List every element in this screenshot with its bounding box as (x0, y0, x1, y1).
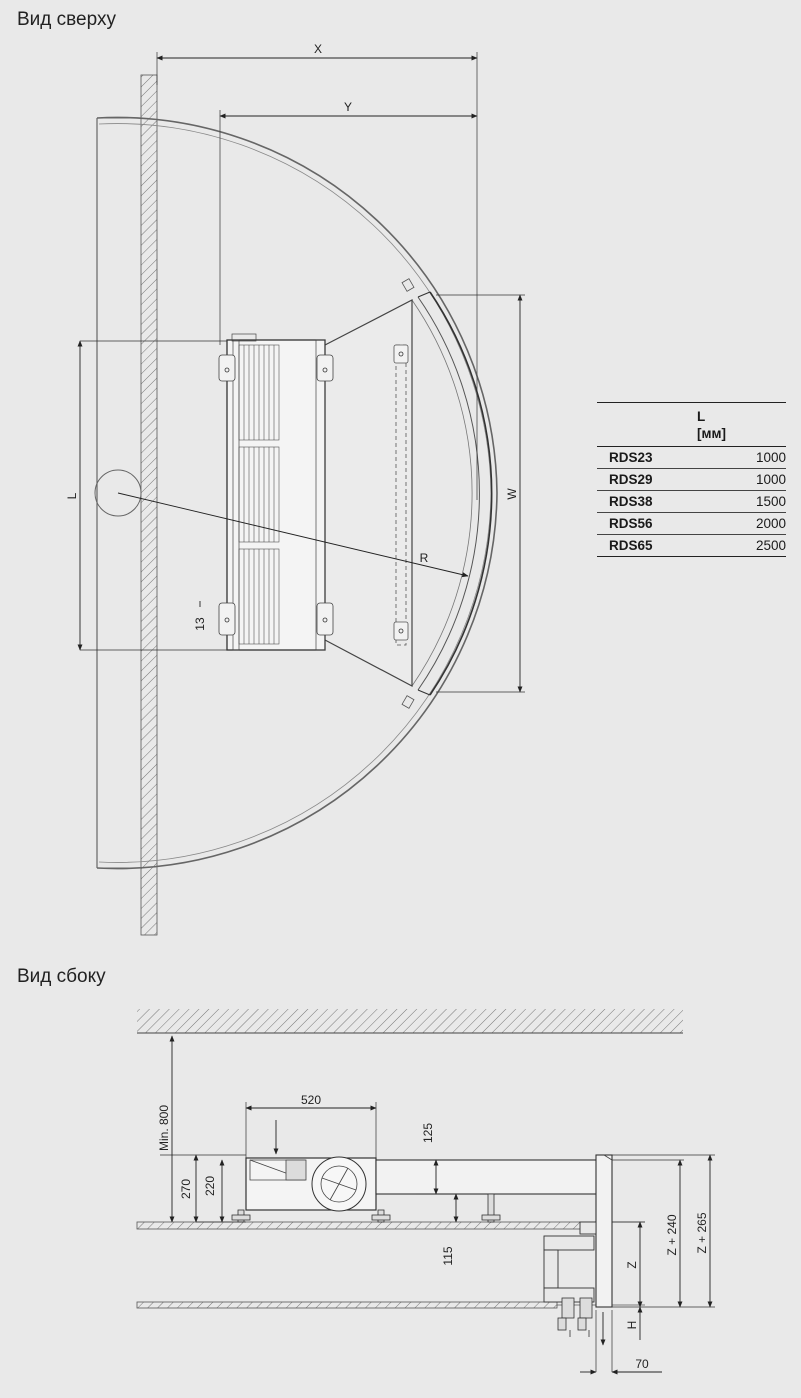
value-cell: 1000 (755, 472, 787, 487)
table-row (597, 491, 786, 513)
header-l: L [мм] (697, 409, 726, 441)
table-row (597, 447, 786, 469)
table-row (597, 513, 786, 535)
value-cell: 2500 (755, 538, 787, 553)
table-row (597, 469, 786, 491)
bracket-frame (544, 1222, 596, 1302)
suspended-ceiling (137, 1222, 605, 1229)
side-view-title: Вид сбоку (17, 966, 106, 987)
table-header (597, 403, 786, 447)
dim-x: X (313, 42, 323, 56)
dim-min800: Min. 800 (157, 1104, 171, 1152)
unit-body (227, 340, 325, 650)
top-view (65, 42, 525, 935)
dim-115: 115 (441, 1246, 455, 1266)
side-view (137, 1009, 715, 1372)
dimensions-table (597, 402, 786, 557)
model-cell: RDS65 (609, 538, 653, 553)
dim-z: Z (625, 1261, 639, 1269)
wall-hatch (141, 75, 157, 935)
dim-70: 70 (635, 1357, 649, 1371)
value-cell: 2000 (755, 516, 787, 531)
dim-z240: Z + 240 (665, 1214, 679, 1256)
dim-l: L (65, 492, 79, 500)
table-row (597, 535, 786, 557)
value-cell: 1000 (755, 450, 787, 465)
dim-z265: Z + 265 (695, 1212, 709, 1254)
model-cell: RDS38 (609, 494, 653, 509)
model-cell: RDS56 (609, 516, 653, 531)
dim-13: 13 (193, 617, 207, 631)
side-curtain (596, 1155, 612, 1307)
bottom-fixtures (558, 1298, 592, 1337)
curtain-outer-arc (430, 292, 492, 695)
value-cell: 1500 (755, 494, 787, 509)
side-dimension-lines (160, 1102, 715, 1372)
dim-h: H (625, 1320, 639, 1330)
dim-520: 520 (300, 1093, 322, 1107)
model-cell: RDS29 (609, 472, 653, 487)
ceiling-slab (137, 1009, 683, 1033)
dim-125: 125 (421, 1122, 435, 1144)
dim-r: R (419, 551, 429, 565)
dim-y: Y (343, 100, 353, 114)
dim-270: 270 (179, 1178, 193, 1200)
dim-220: 220 (203, 1175, 217, 1197)
dim-w: W (505, 488, 519, 500)
model-cell: RDS23 (609, 450, 653, 465)
lower-ceiling (137, 1302, 557, 1308)
top-view-title: Вид сверху (17, 9, 116, 30)
side-duct (376, 1160, 608, 1194)
